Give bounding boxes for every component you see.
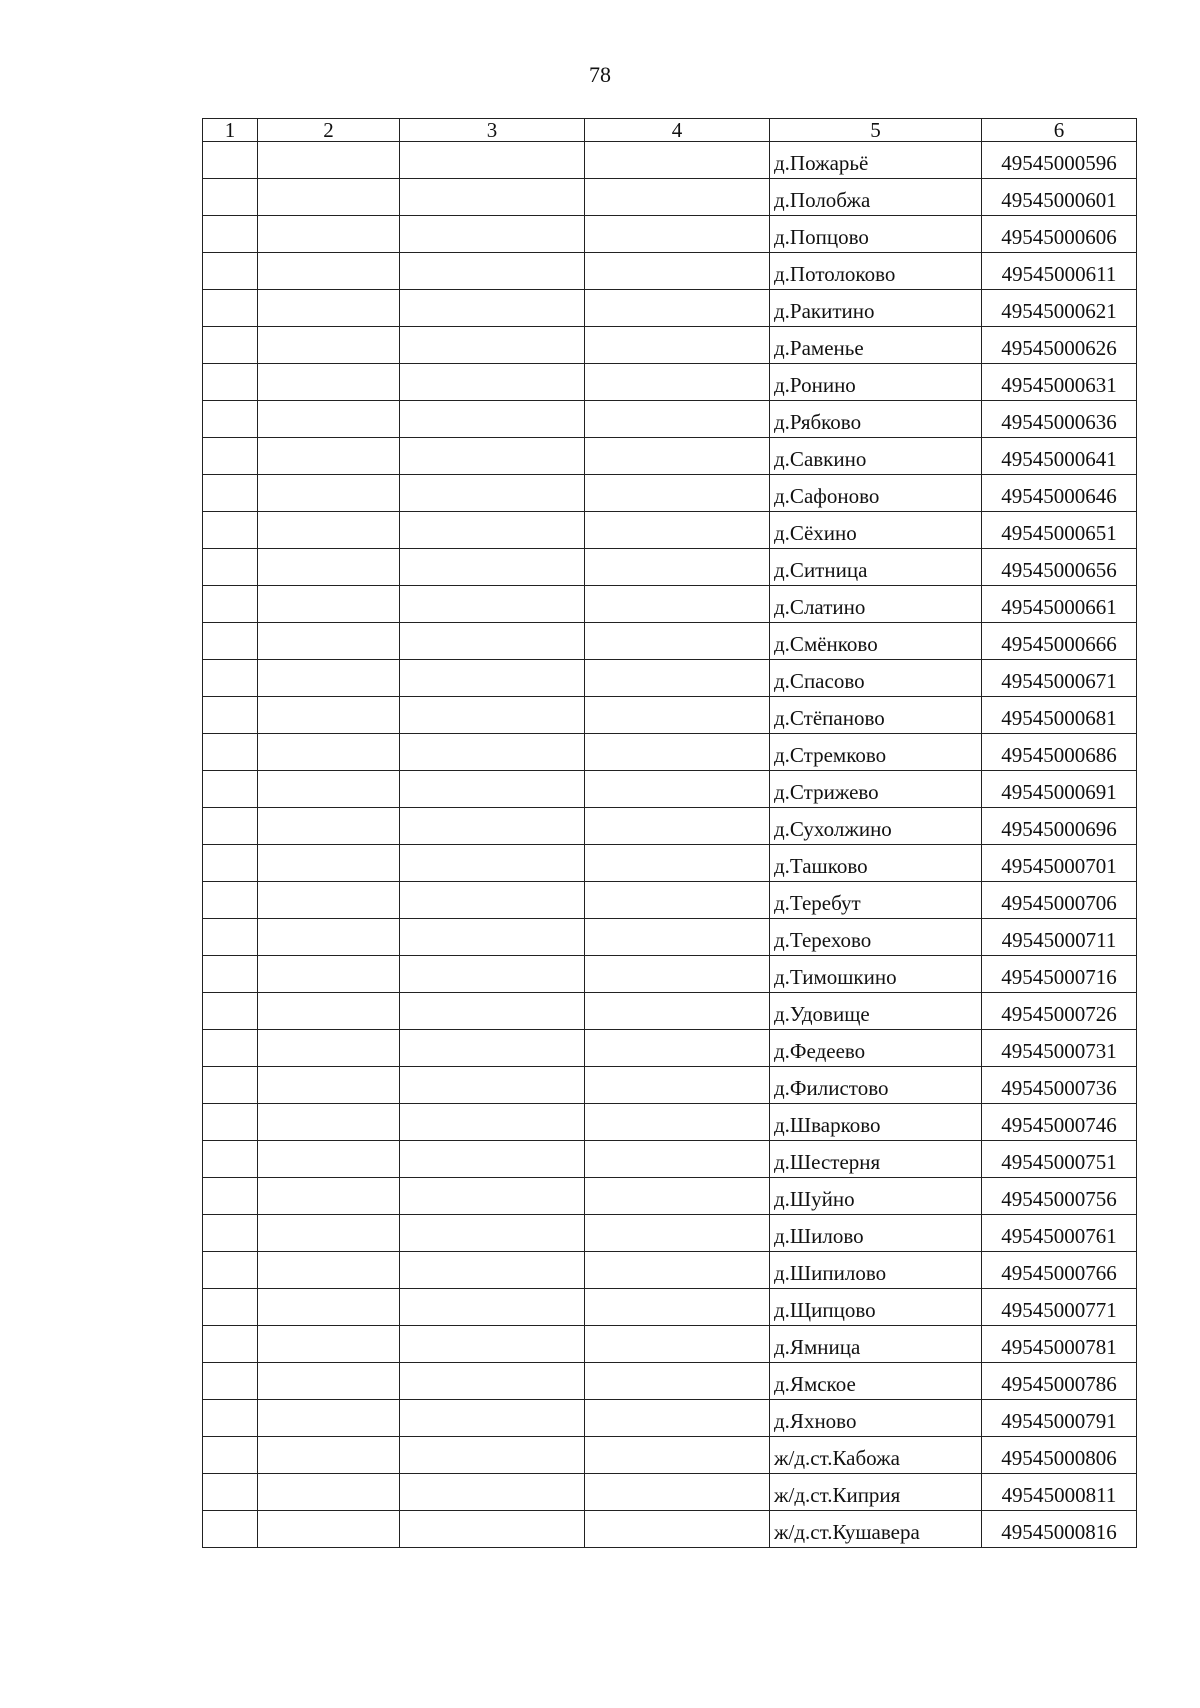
empty-cell-col-3	[400, 475, 585, 512]
table-row	[203, 1289, 1137, 1326]
table-row	[203, 142, 1137, 179]
empty-cell-col-1	[203, 1511, 258, 1548]
table-row	[203, 1178, 1137, 1215]
empty-cell-col-2	[258, 1474, 400, 1511]
table-row	[203, 1104, 1137, 1141]
empty-cell-col-2	[258, 660, 400, 697]
empty-cell-col-4	[585, 1215, 770, 1252]
table-row	[203, 956, 1137, 993]
settlement-code-cell: 49545000626	[982, 327, 1137, 364]
empty-cell-col-2	[258, 1437, 400, 1474]
empty-cell-col-1	[203, 142, 258, 179]
empty-cell-col-1	[203, 845, 258, 882]
empty-cell-col-2	[258, 808, 400, 845]
table-row	[203, 1067, 1137, 1104]
empty-cell-col-4	[585, 1289, 770, 1326]
empty-cell-col-2	[258, 1363, 400, 1400]
settlement-name-cell: ж/д.ст.Киприя	[770, 1474, 982, 1511]
empty-cell-col-2	[258, 919, 400, 956]
settlement-code-cell: 49545000711	[982, 919, 1137, 956]
empty-cell-col-3	[400, 1437, 585, 1474]
empty-cell-col-1	[203, 253, 258, 290]
empty-cell-col-4	[585, 771, 770, 808]
empty-cell-col-1	[203, 1326, 258, 1363]
settlement-code-cell: 49545000651	[982, 512, 1137, 549]
empty-cell-col-4	[585, 845, 770, 882]
empty-cell-col-2	[258, 142, 400, 179]
settlement-name-cell: д.Яхново	[770, 1400, 982, 1437]
empty-cell-col-3	[400, 142, 585, 179]
empty-cell-col-2	[258, 216, 400, 253]
table-row	[203, 1326, 1137, 1363]
settlement-code-cell: 49545000621	[982, 290, 1137, 327]
settlement-code-cell: 49545000631	[982, 364, 1137, 401]
table-row	[203, 327, 1137, 364]
settlement-name-cell: д.Ямница	[770, 1326, 982, 1363]
empty-cell-col-1	[203, 734, 258, 771]
settlement-name-cell: д.Шуйно	[770, 1178, 982, 1215]
empty-cell-col-1	[203, 1215, 258, 1252]
table-row	[203, 216, 1137, 253]
table-row	[203, 1437, 1137, 1474]
empty-cell-col-4	[585, 253, 770, 290]
table-row	[203, 438, 1137, 475]
settlement-code-cell: 49545000756	[982, 1178, 1137, 1215]
settlement-code-cell: 49545000791	[982, 1400, 1137, 1437]
empty-cell-col-1	[203, 1289, 258, 1326]
empty-cell-col-4	[585, 993, 770, 1030]
settlement-name-cell: д.Полобжа	[770, 179, 982, 216]
empty-cell-col-2	[258, 1511, 400, 1548]
empty-cell-col-3	[400, 771, 585, 808]
empty-cell-col-4	[585, 401, 770, 438]
settlement-code-cell: 49545000666	[982, 623, 1137, 660]
table-row	[203, 586, 1137, 623]
empty-cell-col-4	[585, 1141, 770, 1178]
empty-cell-col-1	[203, 179, 258, 216]
empty-cell-col-4	[585, 216, 770, 253]
settlement-code-cell: 49545000701	[982, 845, 1137, 882]
table-row	[203, 179, 1137, 216]
empty-cell-col-1	[203, 327, 258, 364]
empty-cell-col-4	[585, 1178, 770, 1215]
empty-cell-col-2	[258, 882, 400, 919]
table-body	[203, 142, 1137, 1548]
empty-cell-col-3	[400, 956, 585, 993]
settlement-code-cell: 49545000596	[982, 142, 1137, 179]
empty-cell-col-3	[400, 845, 585, 882]
empty-cell-col-4	[585, 623, 770, 660]
column-header-6: 6	[982, 119, 1137, 142]
settlement-code-cell: 49545000686	[982, 734, 1137, 771]
empty-cell-col-2	[258, 179, 400, 216]
empty-cell-col-4	[585, 882, 770, 919]
empty-cell-col-1	[203, 1252, 258, 1289]
settlement-code-cell: 49545000646	[982, 475, 1137, 512]
empty-cell-col-2	[258, 1178, 400, 1215]
settlement-name-cell: д.Спасово	[770, 660, 982, 697]
table-row	[203, 882, 1137, 919]
empty-cell-col-1	[203, 956, 258, 993]
empty-cell-col-1	[203, 1030, 258, 1067]
empty-cell-col-4	[585, 919, 770, 956]
empty-cell-col-3	[400, 660, 585, 697]
empty-cell-col-1	[203, 549, 258, 586]
settlement-code-cell: 49545000761	[982, 1215, 1137, 1252]
settlement-name-cell: д.Щипцово	[770, 1289, 982, 1326]
empty-cell-col-3	[400, 512, 585, 549]
settlement-name-cell: д.Тимошкино	[770, 956, 982, 993]
settlement-code-cell: 49545000786	[982, 1363, 1137, 1400]
empty-cell-col-1	[203, 1141, 258, 1178]
empty-cell-col-4	[585, 808, 770, 845]
empty-cell-col-1	[203, 1474, 258, 1511]
empty-cell-col-2	[258, 364, 400, 401]
empty-cell-col-1	[203, 771, 258, 808]
empty-cell-col-4	[585, 1104, 770, 1141]
settlement-name-cell: д.Савкино	[770, 438, 982, 475]
empty-cell-col-3	[400, 808, 585, 845]
settlement-code-cell: 49545000746	[982, 1104, 1137, 1141]
column-header-4: 4	[585, 119, 770, 142]
empty-cell-col-4	[585, 327, 770, 364]
settlement-code-cell: 49545000736	[982, 1067, 1137, 1104]
settlement-name-cell: д.Ронино	[770, 364, 982, 401]
settlement-name-cell: д.Удовище	[770, 993, 982, 1030]
empty-cell-col-3	[400, 697, 585, 734]
settlements-table	[202, 118, 1137, 1548]
settlement-name-cell: д.Ташково	[770, 845, 982, 882]
settlement-code-cell: 49545000766	[982, 1252, 1137, 1289]
empty-cell-col-1	[203, 919, 258, 956]
settlement-name-cell: д.Терехово	[770, 919, 982, 956]
empty-cell-col-2	[258, 512, 400, 549]
settlement-name-cell: д.Стрижево	[770, 771, 982, 808]
empty-cell-col-2	[258, 1215, 400, 1252]
empty-cell-col-2	[258, 956, 400, 993]
settlement-code-cell: 49545000611	[982, 253, 1137, 290]
table-row	[203, 1474, 1137, 1511]
table-row	[203, 845, 1137, 882]
column-header-1: 1	[203, 119, 258, 142]
empty-cell-col-3	[400, 993, 585, 1030]
settlement-name-cell: д.Ямское	[770, 1363, 982, 1400]
empty-cell-col-4	[585, 1437, 770, 1474]
empty-cell-col-2	[258, 993, 400, 1030]
empty-cell-col-1	[203, 623, 258, 660]
empty-cell-col-3	[400, 1178, 585, 1215]
empty-cell-col-4	[585, 475, 770, 512]
empty-cell-col-1	[203, 1400, 258, 1437]
empty-cell-col-4	[585, 956, 770, 993]
settlement-name-cell: д.Ситница	[770, 549, 982, 586]
empty-cell-col-1	[203, 290, 258, 327]
empty-cell-col-3	[400, 1363, 585, 1400]
settlement-name-cell: д.Федеево	[770, 1030, 982, 1067]
settlement-name-cell: ж/д.ст.Кушавера	[770, 1511, 982, 1548]
table-row	[203, 919, 1137, 956]
empty-cell-col-2	[258, 290, 400, 327]
header-row	[203, 119, 1137, 142]
empty-cell-col-1	[203, 1178, 258, 1215]
settlement-code-cell: 49545000671	[982, 660, 1137, 697]
empty-cell-col-2	[258, 845, 400, 882]
settlement-name-cell: д.Рябково	[770, 401, 982, 438]
settlement-code-cell: 49545000661	[982, 586, 1137, 623]
column-header-2: 2	[258, 119, 400, 142]
settlement-code-cell: 49545000731	[982, 1030, 1137, 1067]
empty-cell-col-4	[585, 438, 770, 475]
empty-cell-col-2	[258, 327, 400, 364]
empty-cell-col-4	[585, 364, 770, 401]
settlement-code-cell: 49545000681	[982, 697, 1137, 734]
empty-cell-col-1	[203, 438, 258, 475]
empty-cell-col-3	[400, 327, 585, 364]
empty-cell-col-1	[203, 1104, 258, 1141]
settlement-code-cell: 49545000696	[982, 808, 1137, 845]
empty-cell-col-4	[585, 179, 770, 216]
settlement-code-cell: 49545000641	[982, 438, 1137, 475]
table-row	[203, 1252, 1137, 1289]
table-row	[203, 993, 1137, 1030]
settlement-name-cell: д.Шестерня	[770, 1141, 982, 1178]
empty-cell-col-4	[585, 1067, 770, 1104]
empty-cell-col-2	[258, 623, 400, 660]
empty-cell-col-2	[258, 734, 400, 771]
empty-cell-col-1	[203, 586, 258, 623]
empty-cell-col-3	[400, 401, 585, 438]
table-row	[203, 660, 1137, 697]
empty-cell-col-3	[400, 253, 585, 290]
table-row	[203, 401, 1137, 438]
empty-cell-col-3	[400, 1326, 585, 1363]
settlement-name-cell: д.Стремково	[770, 734, 982, 771]
empty-cell-col-1	[203, 364, 258, 401]
table-row	[203, 1030, 1137, 1067]
settlement-name-cell: д.Шилово	[770, 1215, 982, 1252]
empty-cell-col-2	[258, 475, 400, 512]
empty-cell-col-3	[400, 549, 585, 586]
empty-cell-col-2	[258, 1067, 400, 1104]
empty-cell-col-2	[258, 1252, 400, 1289]
settlement-name-cell: д.Раменье	[770, 327, 982, 364]
settlement-name-cell: д.Шипилово	[770, 1252, 982, 1289]
settlement-code-cell: 49545000811	[982, 1474, 1137, 1511]
settlement-code-cell: 49545000806	[982, 1437, 1137, 1474]
settlement-code-cell: 49545000656	[982, 549, 1137, 586]
settlement-code-cell: 49545000726	[982, 993, 1137, 1030]
empty-cell-col-1	[203, 1067, 258, 1104]
table-header	[203, 119, 1137, 142]
table-row	[203, 364, 1137, 401]
table-row	[203, 1511, 1137, 1548]
empty-cell-col-2	[258, 1141, 400, 1178]
empty-cell-col-3	[400, 179, 585, 216]
empty-cell-col-3	[400, 586, 585, 623]
table-row	[203, 549, 1137, 586]
empty-cell-col-4	[585, 1511, 770, 1548]
empty-cell-col-3	[400, 1474, 585, 1511]
table-row	[203, 808, 1137, 845]
empty-cell-col-4	[585, 1326, 770, 1363]
table-row	[203, 771, 1137, 808]
empty-cell-col-1	[203, 882, 258, 919]
empty-cell-col-2	[258, 586, 400, 623]
empty-cell-col-3	[400, 290, 585, 327]
settlement-code-cell: 49545000601	[982, 179, 1137, 216]
empty-cell-col-1	[203, 1363, 258, 1400]
empty-cell-col-1	[203, 697, 258, 734]
table-row	[203, 1400, 1137, 1437]
settlement-name-cell: д.Филистово	[770, 1067, 982, 1104]
settlement-code-cell: 49545000706	[982, 882, 1137, 919]
empty-cell-col-1	[203, 512, 258, 549]
settlement-code-cell: 49545000716	[982, 956, 1137, 993]
empty-cell-col-4	[585, 549, 770, 586]
settlement-name-cell: ж/д.ст.Кабожа	[770, 1437, 982, 1474]
empty-cell-col-4	[585, 1252, 770, 1289]
empty-cell-col-3	[400, 1104, 585, 1141]
settlement-name-cell: д.Потолоково	[770, 253, 982, 290]
table-row	[203, 1215, 1137, 1252]
empty-cell-col-2	[258, 771, 400, 808]
settlement-code-cell: 49545000691	[982, 771, 1137, 808]
settlement-code-cell: 49545000751	[982, 1141, 1137, 1178]
empty-cell-col-2	[258, 401, 400, 438]
settlement-name-cell: д.Слатино	[770, 586, 982, 623]
settlement-name-cell: д.Сёхино	[770, 512, 982, 549]
empty-cell-col-3	[400, 1511, 585, 1548]
table-row	[203, 1363, 1137, 1400]
settlement-name-cell: д.Пожарьё	[770, 142, 982, 179]
empty-cell-col-2	[258, 438, 400, 475]
empty-cell-col-3	[400, 216, 585, 253]
empty-cell-col-1	[203, 216, 258, 253]
empty-cell-col-2	[258, 1289, 400, 1326]
empty-cell-col-2	[258, 1400, 400, 1437]
empty-cell-col-3	[400, 1141, 585, 1178]
empty-cell-col-3	[400, 1030, 585, 1067]
empty-cell-col-1	[203, 993, 258, 1030]
empty-cell-col-4	[585, 734, 770, 771]
empty-cell-col-1	[203, 660, 258, 697]
empty-cell-col-1	[203, 401, 258, 438]
settlement-code-cell: 49545000606	[982, 216, 1137, 253]
settlement-name-cell: д.Теребут	[770, 882, 982, 919]
empty-cell-col-4	[585, 660, 770, 697]
empty-cell-col-1	[203, 475, 258, 512]
empty-cell-col-4	[585, 1363, 770, 1400]
settlement-code-cell: 49545000816	[982, 1511, 1137, 1548]
empty-cell-col-3	[400, 734, 585, 771]
empty-cell-col-2	[258, 549, 400, 586]
empty-cell-col-3	[400, 882, 585, 919]
empty-cell-col-4	[585, 697, 770, 734]
empty-cell-col-3	[400, 1400, 585, 1437]
empty-cell-col-3	[400, 623, 585, 660]
empty-cell-col-4	[585, 142, 770, 179]
empty-cell-col-3	[400, 919, 585, 956]
settlement-name-cell: д.Шварково	[770, 1104, 982, 1141]
column-header-3: 3	[400, 119, 585, 142]
empty-cell-col-2	[258, 253, 400, 290]
empty-cell-col-1	[203, 808, 258, 845]
empty-cell-col-3	[400, 1289, 585, 1326]
empty-cell-col-4	[585, 586, 770, 623]
settlement-name-cell: д.Сафоново	[770, 475, 982, 512]
settlement-code-cell: 49545000771	[982, 1289, 1137, 1326]
empty-cell-col-2	[258, 1104, 400, 1141]
empty-cell-col-4	[585, 1400, 770, 1437]
empty-cell-col-3	[400, 364, 585, 401]
settlement-name-cell: д.Смёнково	[770, 623, 982, 660]
table-row	[203, 253, 1137, 290]
settlement-name-cell: д.Стёпаново	[770, 697, 982, 734]
empty-cell-col-3	[400, 1215, 585, 1252]
empty-cell-col-1	[203, 1437, 258, 1474]
table-row	[203, 290, 1137, 327]
table-row	[203, 475, 1137, 512]
empty-cell-col-4	[585, 290, 770, 327]
settlement-code-cell: 49545000636	[982, 401, 1137, 438]
table-row	[203, 512, 1137, 549]
empty-cell-col-4	[585, 512, 770, 549]
empty-cell-col-2	[258, 1326, 400, 1363]
settlement-name-cell: д.Попцово	[770, 216, 982, 253]
empty-cell-col-3	[400, 1067, 585, 1104]
empty-cell-col-3	[400, 438, 585, 475]
table-row	[203, 623, 1137, 660]
empty-cell-col-4	[585, 1030, 770, 1067]
column-header-5: 5	[770, 119, 982, 142]
table-row	[203, 1141, 1137, 1178]
settlement-code-cell: 49545000781	[982, 1326, 1137, 1363]
settlement-name-cell: д.Сухолжино	[770, 808, 982, 845]
empty-cell-col-2	[258, 697, 400, 734]
empty-cell-col-2	[258, 1030, 400, 1067]
table-row	[203, 697, 1137, 734]
page-number: 78	[589, 62, 611, 87]
empty-cell-col-3	[400, 1252, 585, 1289]
empty-cell-col-4	[585, 1474, 770, 1511]
table-row	[203, 734, 1137, 771]
settlement-name-cell: д.Ракитино	[770, 290, 982, 327]
